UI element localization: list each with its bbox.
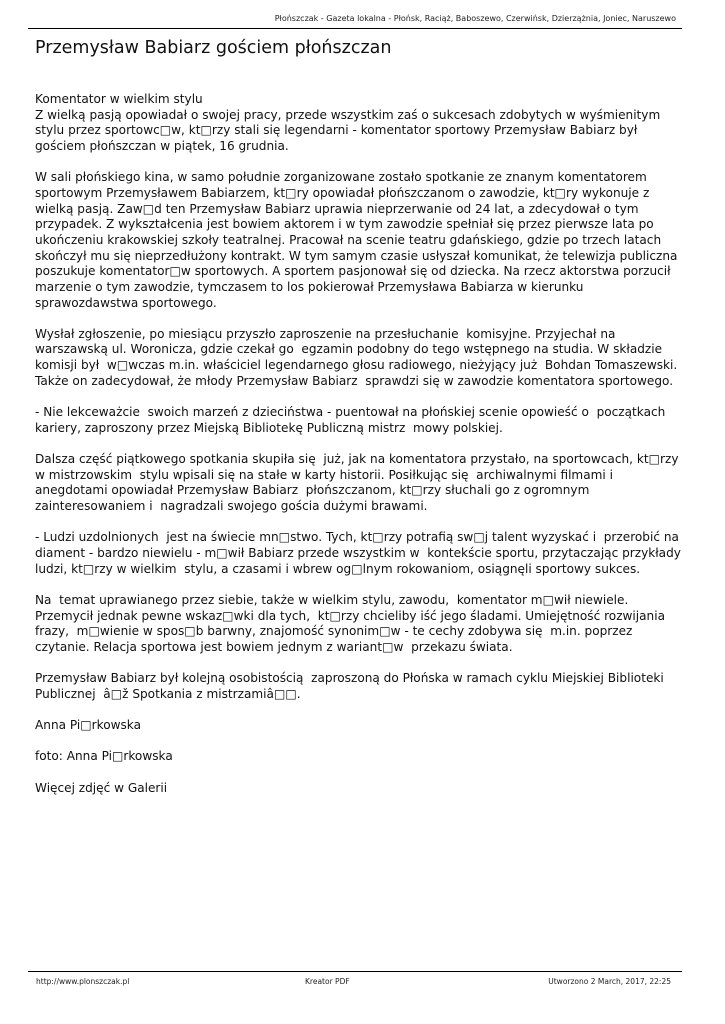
article-paragraph: - Nie lekceważcie swoich marzeń z dzieciństwa - puentował na płońskiej scenie opowieść o początkach kariery, zaproszony przez Miejską Bibliotekę Publiczną mistrz mowy polskiej.	[35, 405, 670, 435]
footer-divider	[28, 971, 682, 972]
article-title: Przemysław Babiarz gościem płońszczan	[35, 38, 392, 58]
footer-url[interactable]: http://www.plonszczak.pl	[36, 977, 130, 986]
article-paragraph: Wysłał zgłoszenie, po miesiącu przyszło zaproszenie na przesłuchanie komisyjne. Przyjechał na warszawską ul. Woronicza, gdzie czekał go egzamin podobny do tego wstępnego na studia. W składzie komisji był w□wczas m.in. właściciel legendarnego głosu radiowego, nieżyjący już Bohdan Tomaszewski. Także on zadecydował, że młody Przemysław Babiarz sprawdzi się w zawodzie komentatora sportowego.	[35, 326, 682, 388]
footer-created-date: Utworzono 2 March, 2017, 22:25	[548, 977, 671, 986]
footer-generator: Kreator PDF	[305, 977, 350, 986]
article-paragraph: Dalsza część piątkowego spotkania skupiła się już, jak na komentatora przystało, na sportowcach, kt□rzy w mistrzowskim stylu wpisali się na stałe w karty historii. Posiłkując się archiwalnymi filmami i anegdotami opowiadał Przemysław Babiarz płońszczanom, kt□rzy słuchali go z ogromnym zainteresowaniem i nagradzali swojego gościa dużymi brawami.	[35, 452, 683, 513]
article-paragraph: Na temat uprawianego przez siebie, także w wielkim stylu, zawodu, komentator m□wił niewiele. Przemycił jednak pewne wskaz□wki dla tych, kt□rzy chcieliby iść jego śladami. Umiejętność rozwijania frazy, m□wienie w spos□b barwny, znajomość synonim□w - te cechy zdobywa się m.in. poprzez czytanie. Relacja sportowa jest bowiem jednym z wariant□w przekazu świata.	[35, 592, 669, 654]
gallery-link[interactable]: Więcej zdjęć w Galerii	[35, 780, 168, 795]
article-paragraph: - Ludzi uzdolnionych jest na świecie mn□stwo. Tych, kt□rzy potrafią sw□j talent wyzyskać i przerobić na diament - bardzo niewielu - m□wił Babiarz przede wszystkim w kontekście sportu, przytaczając przykłady ludzi, kt□rzy w wielkim stylu, a czasami i wbrew og□lnym rokowaniom, osiągnęli sportowy sukces.	[35, 530, 685, 576]
article-body	[35, 92, 685, 812]
header-divider	[28, 28, 682, 29]
author-credit: Anna Pi□rkowska	[35, 718, 142, 733]
site-header-line: Płońszczak - Gazeta lokalna - Płońsk, Raciąż, Baboszewo, Czerwińsk, Dzierzążnia, Joniec, Naruszewo	[274, 14, 676, 23]
article-paragraph: W sali płońskiego kina, w samo południe zorganizowane zostało spotkanie ze znanym komentatorem sportowym Przemysławem Babiarzem, kt□ry opowiadał płońszczanom o zawodzie, kt□ry wykonuje z wielką pasją. Zaw□d ten Przemysław Babiarz uprawia nieprzerwanie od 24 lat, a zdecydował o tym przypadek. Z wykształcenia jest bowiem aktorem i w tym zawodzie spełniał się przez pierwsze lata po ukończeniu krakowskiej szkoły teatralnej. Pracował na scenie teatru gdańskiego, gdzie po trzech latach skończył mu się nieprzedłużony kontrakt. W tym samym czasie usłyszał komunikat, że telewizja publiczna poszukuje komentator□w sportowych. A sportem pasjonował się od dziecka. Na rzecz aktorstwa porzucił marzenie o tym zawodzie, tymczasem to los pokierował Przemysława Babiarza w kierunku sprawozdawstwa sportowego.	[35, 170, 682, 310]
photo-credit: foto: Anna Pi□rkowska	[35, 749, 173, 764]
article-paragraph: Przemysław Babiarz był kolejną osobistością zaproszoną do Płońska w ramach cyklu Miejskiej Biblioteki Publicznej â□ž Spotkania z mistrzamiâ□□.	[35, 671, 668, 701]
article-paragraph: Komentator w wielkim stylu Z wielką pasją opowiadał o swojej pracy, przede wszystkim zaś o sukcesach zdobytych w wyśmienitym stylu przez sportowc□w, kt□rzy stali się legendarni - komentator sportowy Przemysław Babiarz był gościem płońszczan w piątek, 16 grudnia.	[35, 92, 661, 153]
